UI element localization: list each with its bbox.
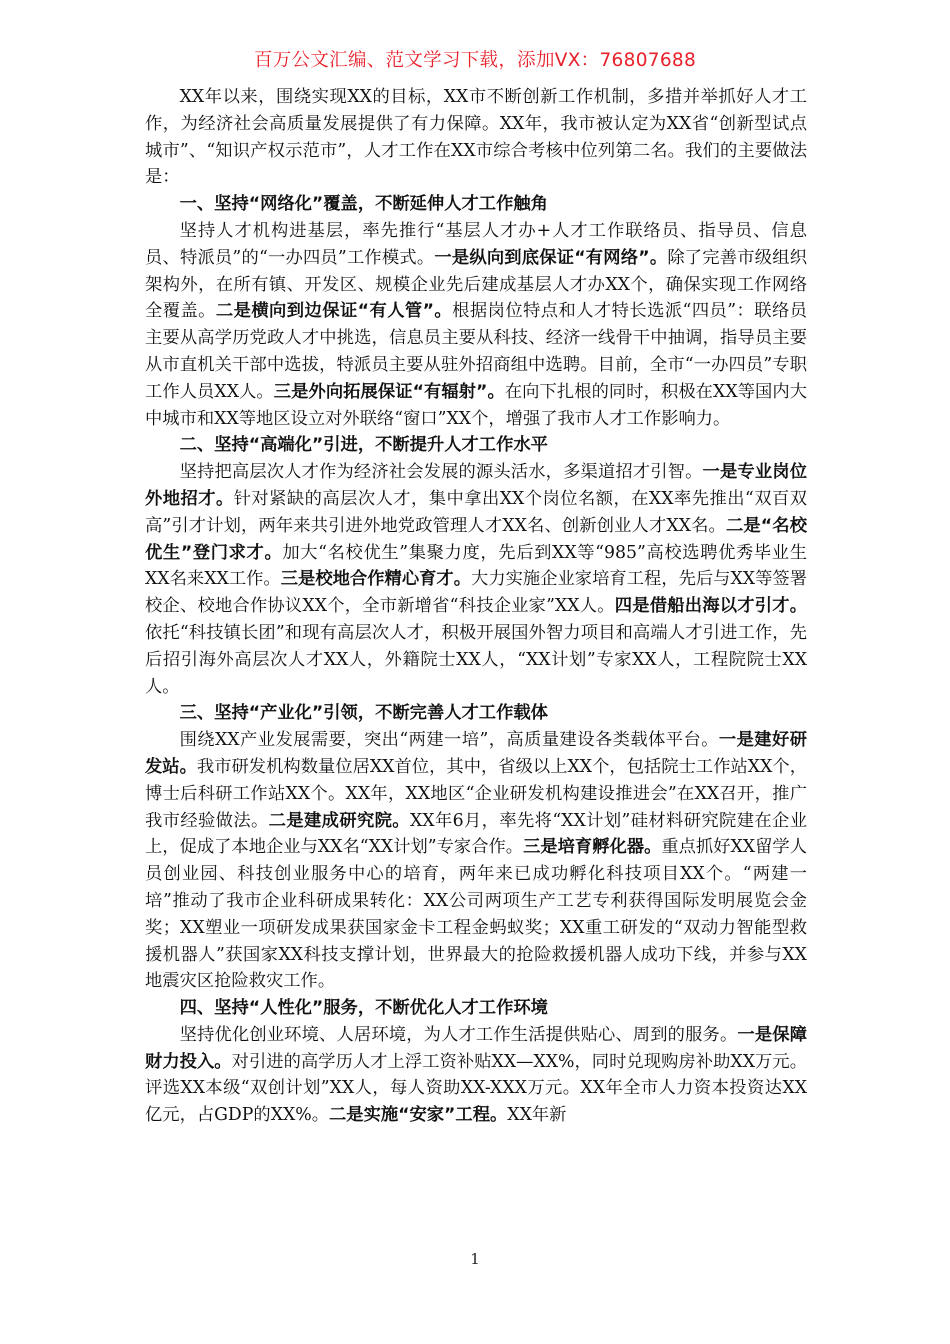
section-4-heading: 四、坚持“人性化”服务，不断优化人才工作环境	[179, 998, 548, 1019]
bold-point: 二是“名校优生”登门求才。	[145, 515, 807, 563]
text-run: 除了完善市级组织架构外，在所有镇、开发区、规模企业先后建成基层人才办XX个，确保实现工作网络全覆盖。	[145, 247, 807, 322]
text-run: 重点抓好XX留学人员创业园、科技创业服务中心的培育，两年来已成功孵化科技项目XX个。“两建一培”推动了我市企业科研成果转化：XX公司两项生产工艺专利获得国际发明展览会金奖；XX塑业一项研发成果获国家金卡工程金蚂蚁奖；XX重工研发的“双动力智能型救援机器人”获国家XX科技支撑计划，世界最大的抢险救援机器人成功下线，并参与XX地震灾区抢险救灾工作。	[145, 837, 807, 992]
bold-point: 一是保障财力投入。	[145, 1024, 807, 1072]
section-2-paragraph	[145, 459, 807, 700]
text-run: 大力实施企业家培育工程，先后与XX等签署校企、校地合作协议XX个，全市新增省“科技企业家”XX人。	[145, 569, 807, 617]
section-3-heading: 三、坚持“产业化”引领，不断完善人才工作载体	[179, 703, 548, 724]
bold-point: 一是建好研发站。	[145, 730, 807, 777]
text-run: XX年新	[507, 1105, 567, 1126]
bold-point: 三是培育孵化器。	[523, 837, 662, 858]
section-1-heading: 一、坚持“网络化”覆盖，不断延伸人才工作触角	[179, 194, 548, 215]
text-run: 针对紧缺的高层次人才，集中拿出XX个岗位名额，在XX率先推出“双百双高”引才计划，两年来共引进外地党政管理人才XX名、创新创业人才XX名。	[145, 488, 807, 536]
text-run: 坚持优化创业环境、人居环境，为人才工作生活提供贴心、周到的服务。	[179, 1024, 738, 1045]
bold-point: 二是横向到边保证“有人管”。	[215, 301, 453, 322]
bold-point: 一是专业岗位外地招才。	[145, 462, 807, 509]
bold-point: 二是建成研究院。	[268, 810, 410, 831]
section-3-paragraph	[145, 727, 807, 995]
section-2-heading: 二、坚持“高端化”引进，不断提升人才工作水平	[179, 435, 548, 456]
bold-point: 一是纵向到底保证“有网络”。	[434, 247, 668, 268]
text-run: 坚持人才机构进基层，率先推行“基层人才办+人才工作联络员、指导员、信息员、特派员”的“一办四员”工作模式。	[145, 220, 807, 268]
text-run: 依托“科技镇长团”和现有高层次人才，积极开展国外智力项目和高端人才引进工作，先后招引海外高层次人才XX人，外籍院士XX人，“XX计划”专家XX人，工程院院士XX人。	[145, 622, 807, 697]
bold-point: 三是外向拓展保证“有辐射”。	[273, 381, 505, 402]
text-run: 加大“名校优生”集聚力度，先后到XX等“985”高校选聘优秀毕业生XX名来XX工作。	[145, 542, 807, 590]
text-run: 围绕XX产业发展需要，突出“两建一培”，高质量建设各类载体平台。	[179, 730, 719, 751]
page-number: 1	[470, 1250, 480, 1268]
text-run: 坚持把高层次人才作为经济社会发展的源头活水，多渠道招才引智。	[179, 462, 703, 483]
bold-point: 三是校地合作精心育才。	[280, 569, 472, 590]
promo-header: 百万公文汇编、范文学习下载，添加VX：76807688	[253, 50, 697, 71]
text-run: 在向下扎根的同时，积极在XX等国内大中城市和XX等地区设立对外联络“窗口”XX个，增强了我市人才工作影响力。	[145, 381, 808, 429]
text-run: 我市研发机构数量位居XX首位，其中，省级以上XX个，包括院士工作站XX个，博士后科研工作站XX个。XX年，XX地区“企业研发机构建设推进会”在XX召开，推广我市经验做法。	[145, 756, 807, 831]
document-body	[145, 84, 807, 1129]
bold-point: 四是借船出海以才引才。	[614, 596, 807, 617]
intro-paragraph: XX年以来，围绕实现XX的目标，XX市不断创新工作机制，多措并举抓好人才工作，为经济社会高质量发展提供了有力保障。XX年，我市被认定为XX省“创新型试点城市”、“知识产权示范市”，人才工作在XX市综合考核中位列第二名。我们的主要做法是：	[145, 87, 807, 188]
section-1-paragraph	[145, 218, 807, 432]
bold-point: 二是实施“安家”工程。	[329, 1105, 508, 1126]
text-run: 根据岗位特点和人才特长选派“四员”：联络员主要从高学历党政人才中挑选，信息员主要从科技、经济一线骨干中抽调，指导员主要从市直机关干部中选拔，特派员主要从驻外招商组中选聘。目前，全市“一办四员”专职工作人员XX人。	[145, 301, 807, 402]
text-run: XX年6月，率先将“XX计划”硅材料研究院建在企业上，促成了本地企业与XX名“XX计划”专家合作。	[145, 810, 807, 858]
text-run: 对引进的高学历人才上浮工资补贴XX—XX%，同时兑现购房补助XX万元。评选XX本级“双创计划”XX人，每人资助XX-XXX万元。XX年全市人力资本投资达XX亿元，占GDP的XX%。	[145, 1051, 807, 1126]
section-4-paragraph	[145, 1022, 807, 1129]
